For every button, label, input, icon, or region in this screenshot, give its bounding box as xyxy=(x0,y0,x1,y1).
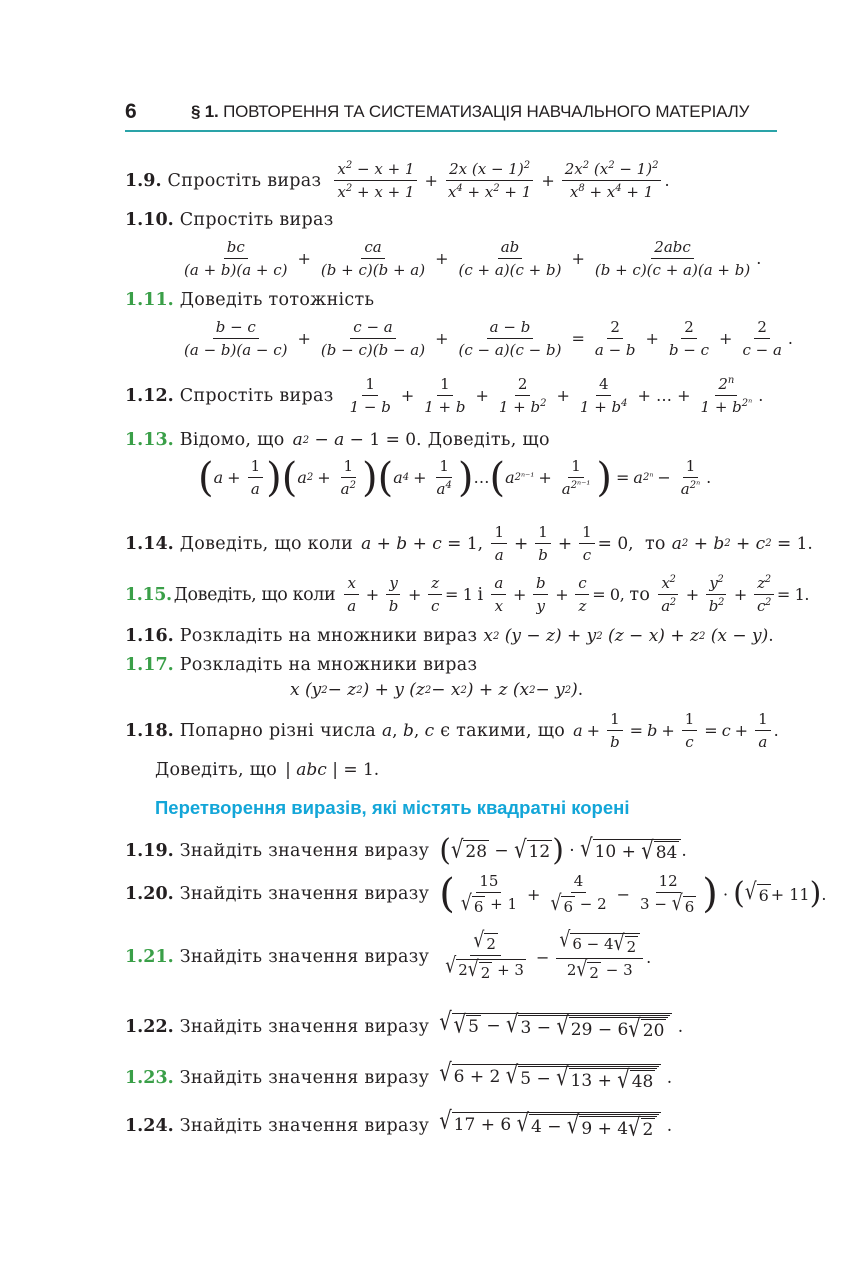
problem-number: 1.21. xyxy=(125,947,174,967)
problem-number: 1.23. xyxy=(125,1068,174,1088)
problem-1-10 xyxy=(125,210,334,230)
problem-number: 1.16. xyxy=(125,626,174,646)
problem-text: Знайдіть значення виразу xyxy=(179,841,430,861)
problem-1-11 xyxy=(125,290,374,310)
problem-1-16: 1.16. Розкладіть на множники вираз x 2 (y − z) + y 2 (z − x) + z 2 (x − y) . xyxy=(125,626,774,646)
formula: $\frac{x^2 - x + 1}{x^2 + x + 1}$ + $\frac{2x (x - 1)^2}{x^4 + x^2 + 1}$ + $\frac{2x^2 (x^2 - 1)^2}{x^8 + x^4 + 1}$ . xyxy=(331,160,669,201)
problem-number: 1.24. xyxy=(125,1116,174,1136)
problem-number: 1.18. xyxy=(125,720,174,741)
formula-1-17: x (y 2 − z 2 ) + y (z 2 − x 2 ) + z (x 2 − y 2 ) . xyxy=(290,680,584,700)
problem-text-2: . Доведіть, що xyxy=(416,430,550,450)
problem-text: Розкладіть на множники вираз xyxy=(179,655,478,675)
problem-1-20: 1.20. Знайдіть значення виразу ( 15 √ 6 + 1 + 4 √ 6 − 2 − 12 3 − √ 6 ) · ( √ 6 + 11 ) . xyxy=(125,871,827,917)
problem-number: 1.10. xyxy=(125,210,174,230)
problem-number: 1.15. xyxy=(125,584,172,605)
problem-1-14: 1.14. Доведіть, що коли a + b + c = 1, $\frac{1}{a}$ + $\frac{1}{b}$ + $\frac{1}{c}$ = 0, то a 2 + b 2 + c 2 = 1. xyxy=(125,523,813,564)
problem-text: Доведіть тотожність xyxy=(179,290,375,310)
problem-text: Розкладіть на множники вираз xyxy=(179,626,478,646)
problem-1-18-conclusion: Доведіть, що | abc | = 1. xyxy=(155,760,380,780)
problem-text: Спростіть вираз xyxy=(179,210,334,230)
problem-number: 1.9. xyxy=(125,170,162,191)
problem-1-23: 1.23. Знайдіть значення виразу √ 6 + 2 √ 5 − √ 13 + √ 48 . xyxy=(125,1058,673,1094)
problem-text-3: Доведіть, що xyxy=(155,760,278,780)
problem-1-9 xyxy=(125,160,670,201)
problem-number: 1.17. xyxy=(125,655,174,675)
problem-number: 1.13. xyxy=(125,430,174,450)
problem-text: Знайдіть значення виразу xyxy=(179,947,430,967)
page-header xyxy=(125,96,777,132)
chapter-title xyxy=(191,102,749,122)
problem-text: Доведіть, що коли xyxy=(173,584,336,605)
problem-1-22: 1.22. Знайдіть значення виразу √ √ 5 − √ 3 − √ 29 − 6 √ 20 . xyxy=(125,1007,684,1043)
page-number: 6 xyxy=(125,100,137,123)
problem-text: Спростіть вираз xyxy=(167,170,322,191)
problem-1-24: 1.24. Знайдіть значення виразу √ 17 + 6 √ 4 − √ 9 + 4 √ 2 . xyxy=(125,1106,673,1142)
problem-text-2: і xyxy=(477,584,484,605)
problem-1-13: 1.13. Відомо, що a 2 − a − 1 = 0 . Доведіть, що xyxy=(125,430,550,450)
problem-number: 1.20. xyxy=(125,884,174,904)
formula-1-13: ( a + $\frac{1}{a}$ ) ( a 2 + $\frac{1}{a^2}$ ) ( a 4 + $\frac{1}{a^4}$ ) … ( a 2ⁿ⁻¹ + $\frac{1}{a^{2^{n-1}}}$ ) = a 2ⁿ − $\frac{1}{a^{2^n}}$ . xyxy=(198,454,712,501)
problem-number: 1.12. xyxy=(125,385,174,406)
problem-1-15: 1.15. Доведіть, що коли $\frac{x}{a}$ + $\frac{y}{b}$ + $\frac{z}{c}$ = 1 і $\frac{a}{x}$ + $\frac{b}{y}$ + $\frac{c}{z}$ = 0, то $\frac{x^2}{a^2}$ + $\frac{y^2}{b^2}$ + $\frac{z^2}{c^2}$ = 1. xyxy=(125,574,810,615)
problem-number: 1.11. xyxy=(125,290,174,310)
problem-text: Відомо, що xyxy=(179,430,285,450)
problem-text-3: то xyxy=(629,584,651,605)
problem-1-18: 1.18. Попарно різні числа a , b , c є такими, що a + $\frac{1}{b}$ = b + $\frac{1}{c}$ = c + $\frac{1}{a}$ . xyxy=(125,710,779,751)
problem-text-2: то xyxy=(644,533,666,554)
problem-text: Знайдіть значення виразу xyxy=(179,1116,430,1136)
problem-number: 1.14. xyxy=(125,533,174,554)
problem-number: 1.19. xyxy=(125,841,174,861)
problem-text: Спростіть вираз xyxy=(179,385,334,406)
problem-number: 1.22. xyxy=(125,1017,174,1037)
chapter-title-text: ПОВТОРЕННЯ ТА СИСТЕМАТИЗАЦІЯ НАВЧАЛЬНОГО МАТЕРІАЛУ xyxy=(223,102,750,121)
problem-text: Попарно різні числа xyxy=(179,720,377,741)
problem-text-2: є такими, що xyxy=(440,720,566,741)
problem-1-19: 1.19. Знайдіть значення виразу ( √ 28 − √ 12 ) · √ 10 + √ 84 . xyxy=(125,833,687,868)
problem-text: Доведіть, що коли xyxy=(179,533,354,554)
problem-text: Знайдіть значення виразу xyxy=(179,1017,430,1037)
problem-1-17 xyxy=(125,655,477,675)
problem-1-12: 1.12. Спростіть вираз $\frac{1}{1 - b}$ + $\frac{1}{1 + b}$ + $\frac{2}{1 + b^2}$ + $\frac{4}{1 + b^4}$ + … + $\frac{2^n}{1 + b^{2^n}}$ . xyxy=(125,375,764,416)
problem-text: Знайдіть значення виразу xyxy=(179,1068,430,1088)
formula-1-11: $\frac{b - c}{(a - b)(a - c)}$ + $\frac{c - a}{(b - c)(b - a)}$ + $\frac{a - b}{(c - a)(c - b)}$ = $\frac{2}{a - b}$ + $\frac{2}{b - c}$ + $\frac{2}{c - a}$ . xyxy=(184,318,793,359)
paragraph-mark: § 1. xyxy=(191,102,219,121)
section-title: Перетворення виразів, які містять квадратні корені xyxy=(155,797,630,818)
problem-1-21: 1.21. Знайдіть значення виразу √ 2 √ 2 √ 2 + 3 − √ 6 − 4 √ 2 2 √ 2 − 3 . xyxy=(125,927,652,982)
formula-1-10: $\frac{bc}{(a + b)(a + c)}$ + $\frac{ca}{(b + c)(b + a)}$ + $\frac{ab}{(c + a)(c + b)}$ + $\frac{\text{2abc}}{(b + c)(c + a)(a + b)}$ . xyxy=(184,238,762,279)
problem-text: Знайдіть значення виразу xyxy=(179,884,430,904)
